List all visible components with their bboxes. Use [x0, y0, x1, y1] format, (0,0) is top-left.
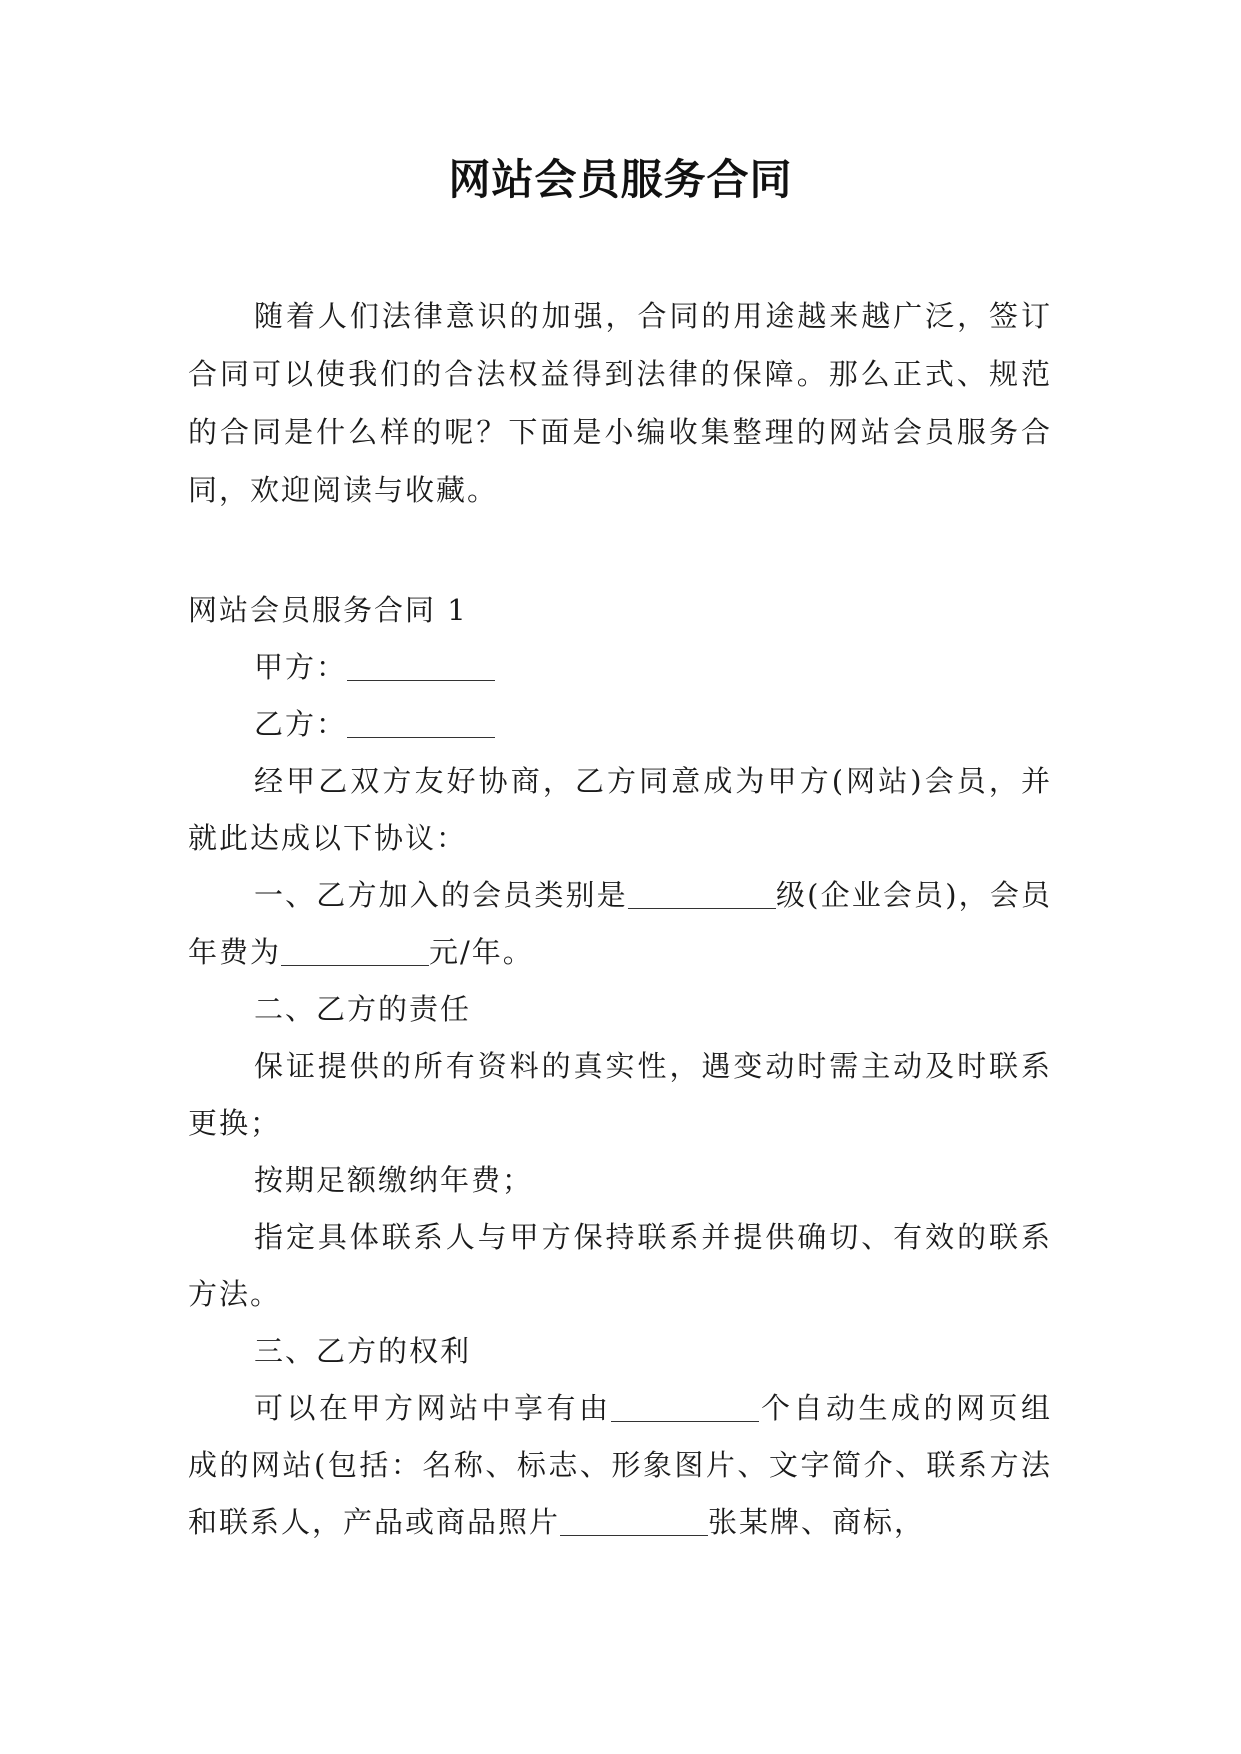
contract-body	[188, 582, 1052, 1551]
party-a-label: 甲方：	[254, 650, 348, 684]
clause-2-item: 保证提供的所有资料的真实性，遇变动时需主动及时联系更换；	[188, 1049, 1052, 1140]
document-title: 网站会员服务合同	[448, 155, 793, 204]
clause-1	[188, 867, 1052, 981]
party-b-line	[188, 696, 1052, 753]
clause-3-part-3: 张某牌、商标，	[708, 1505, 926, 1539]
party-b-blank	[347, 708, 495, 738]
intro-paragraph: 随着人们法律意识的加强，合同的用途越来越广泛，签订合同可以使我们的合法权益得到法律的保障。那么正式、规范的合同是什么样的呢？下面是小编收集整理的网站会员服务合同，欢迎阅读与收藏。	[188, 299, 1052, 507]
section-heading: 网站会员服务合同 1	[188, 593, 468, 627]
clause-3-part-1: 可以在甲方网站中享有由	[254, 1391, 612, 1425]
clause-3-part-2: 个自动生成的网页组成的网站(包括：名称、标志、形象图片、文字简介、联系方法和联系人，产品或商品照片	[188, 1391, 1052, 1539]
clause-1-part-2: 级(企业会员)，会员年费为	[188, 878, 1052, 969]
clause-2-item: 按期足额缴纳年费；	[254, 1163, 534, 1197]
party-a-blank	[347, 651, 495, 681]
clause-1-part-3: 元/年。	[429, 935, 534, 969]
clause-2-item: 指定具体联系人与甲方保持联系并提供确切、有效的联系方法。	[188, 1220, 1052, 1311]
page-count-blank	[611, 1392, 759, 1422]
clause-3	[188, 1380, 1052, 1551]
clause-2-heading: 二、乙方的责任	[254, 992, 472, 1026]
annual-fee-blank	[281, 936, 429, 966]
membership-level-blank	[628, 879, 776, 909]
party-b-label: 乙方：	[254, 707, 348, 741]
photo-count-blank	[560, 1506, 708, 1536]
clause-3-heading: 三、乙方的权利	[254, 1334, 472, 1368]
clause-1-part-1: 一、乙方加入的会员类别是	[254, 878, 628, 912]
party-a-line	[188, 639, 1052, 696]
agreement-intro: 经甲乙双方友好协商，乙方同意成为甲方(网站)会员，并就此达成以下协议：	[188, 764, 1052, 855]
